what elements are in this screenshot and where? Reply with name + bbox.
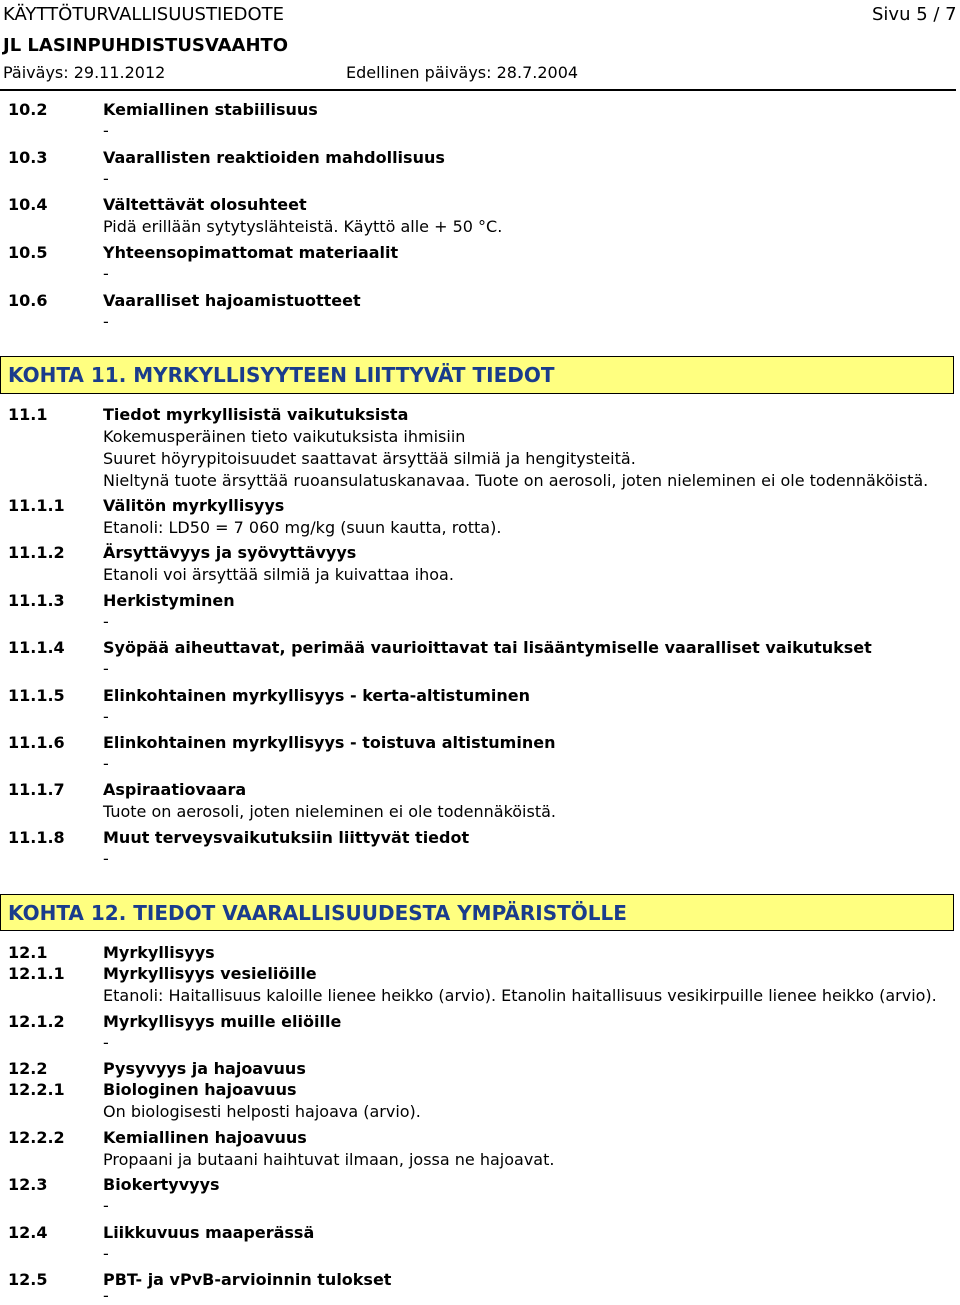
section-heading: Yhteensopimattomat materiaalit [103, 243, 399, 262]
section-number: 11.1.5 [8, 686, 65, 705]
header-divider [0, 89, 956, 91]
document-title: KÄYTTÖTURVALLISUUSTIEDOTE [3, 4, 285, 25]
section-heading: Myrkyllisyys vesieliöille [103, 964, 317, 983]
section-text: Kokemusperäinen tieto vaikutuksista ihmisiin [103, 427, 466, 446]
section-text: On biologisesti helposti hajoava (arvio). [103, 1102, 421, 1121]
section-heading: Tiedot myrkyllisistä vaikutuksista [103, 405, 409, 424]
section-number: 12.2 [8, 1059, 48, 1078]
empty-value: - [103, 754, 109, 773]
section-heading: Biokertyvyys [103, 1175, 220, 1194]
section-banner [0, 894, 954, 931]
section-number: 11.1 [8, 405, 48, 424]
section-number: 11.1.4 [8, 638, 65, 657]
section-number: 11.1.8 [8, 828, 65, 847]
section-heading: Aspiraatiovaara [103, 780, 247, 799]
section-banner [0, 356, 954, 394]
empty-value: - [103, 264, 109, 283]
section-heading: Vaaralliset hajoamistuotteet [103, 291, 361, 310]
empty-value: - [103, 312, 109, 331]
empty-value: - [103, 121, 109, 140]
section-number: 11.1.6 [8, 733, 65, 752]
empty-value: - [103, 707, 109, 726]
section-number: 12.5 [8, 1270, 48, 1289]
section-number: 12.1.1 [8, 964, 65, 983]
section-text: Etanoli: Haitallisuus kaloille lienee heikko (arvio). Etanolin haitallisuus vesikirpuille lienee heikko (arvio). [103, 986, 937, 1005]
section-heading: Kemiallinen hajoavuus [103, 1128, 307, 1147]
section-heading: Herkistyminen [103, 591, 235, 610]
empty-value: - [103, 169, 109, 188]
section-text: Etanoli voi ärsyttää silmiä ja kuivattaa ihoa. [103, 565, 454, 584]
product-name: JL LASINPUHDISTUSVAAHTO [3, 35, 289, 56]
empty-value: - [103, 1244, 109, 1263]
section-heading: Pysyvyys ja hajoavuus [103, 1059, 306, 1078]
empty-value: - [103, 1286, 109, 1305]
section-number: 10.3 [8, 148, 48, 167]
section-heading: Elinkohtainen myrkyllisyys - kerta-altistuminen [103, 686, 531, 705]
section-number: 10.4 [8, 195, 48, 214]
section-text: Pidä erillään sytytyslähteistä. Käyttö alle + 50 °C. [103, 217, 503, 236]
empty-value: - [103, 1196, 109, 1215]
section-number: 10.6 [8, 291, 48, 310]
section-number: 11.1.1 [8, 496, 65, 515]
section-number: 11.1.2 [8, 543, 65, 562]
section-banner-title: KOHTA 12. TIEDOT VAARALLISUUDESTA YMPÄRISTÖLLE [8, 901, 627, 925]
section-number: 11.1.7 [8, 780, 65, 799]
section-number: 12.1 [8, 943, 48, 962]
empty-value: - [103, 1033, 109, 1052]
section-heading: Biologinen hajoavuus [103, 1080, 297, 1099]
empty-value: - [103, 612, 109, 631]
section-number: 10.2 [8, 100, 48, 119]
section-number: 12.2.1 [8, 1080, 65, 1099]
section-number: 12.2.2 [8, 1128, 65, 1147]
section-heading: Elinkohtainen myrkyllisyys - toistuva altistuminen [103, 733, 556, 752]
empty-value: - [103, 849, 109, 868]
section-number: 12.3 [8, 1175, 48, 1194]
section-banner-title: KOHTA 11. MYRKYLLISYYTEEN LIITTYVÄT TIEDOT [8, 363, 555, 387]
section-heading: Ärsyttävyys ja syövyttävyys [103, 543, 357, 562]
section-text: Nieltynä tuote ärsyttää ruoansulatuskanavaa. Tuote on aerosoli, joten nieleminen ei ole todennäköistä. [103, 471, 929, 490]
section-text: Propaani ja butaani haihtuvat ilmaan, jossa ne hajoavat. [103, 1150, 555, 1169]
section-heading: Myrkyllisyys [103, 943, 215, 962]
section-heading: Vältettävät olosuhteet [103, 195, 307, 214]
section-heading: Muut terveysvaikutuksiin liittyvät tiedot [103, 828, 470, 847]
page-number: Sivu 5 / 7 [872, 4, 957, 25]
section-number: 12.4 [8, 1223, 48, 1242]
section-number: 11.1.3 [8, 591, 65, 610]
section-text: Etanoli: LD50 = 7 060 mg/kg (suun kautta, rotta). [103, 518, 502, 537]
section-heading: Liikkuvuus maaperässä [103, 1223, 315, 1242]
section-heading: Vaarallisten reaktioiden mahdollisuus [103, 148, 445, 167]
issue-date: Päiväys: 29.11.2012 [3, 63, 166, 82]
section-heading: Kemiallinen stabiilisuus [103, 100, 318, 119]
section-heading: PBT- ja vPvB-arvioinnin tulokset [103, 1270, 392, 1289]
section-text: Suuret höyrypitoisuudet saattavat ärsyttää silmiä ja hengitysteitä. [103, 449, 636, 468]
empty-value: - [103, 659, 109, 678]
section-number: 10.5 [8, 243, 48, 262]
section-heading: Myrkyllisyys muille eliöille [103, 1012, 342, 1031]
previous-date: Edellinen päiväys: 28.7.2004 [346, 63, 579, 82]
section-text: Tuote on aerosoli, joten nieleminen ei ole todennäköistä. [103, 802, 556, 821]
section-heading: Syöpää aiheuttavat, perimää vaurioittavat tai lisääntymiselle vaaralliset vaikutukset [103, 638, 872, 657]
section-number: 12.1.2 [8, 1012, 65, 1031]
section-heading: Välitön myrkyllisyys [103, 496, 285, 515]
